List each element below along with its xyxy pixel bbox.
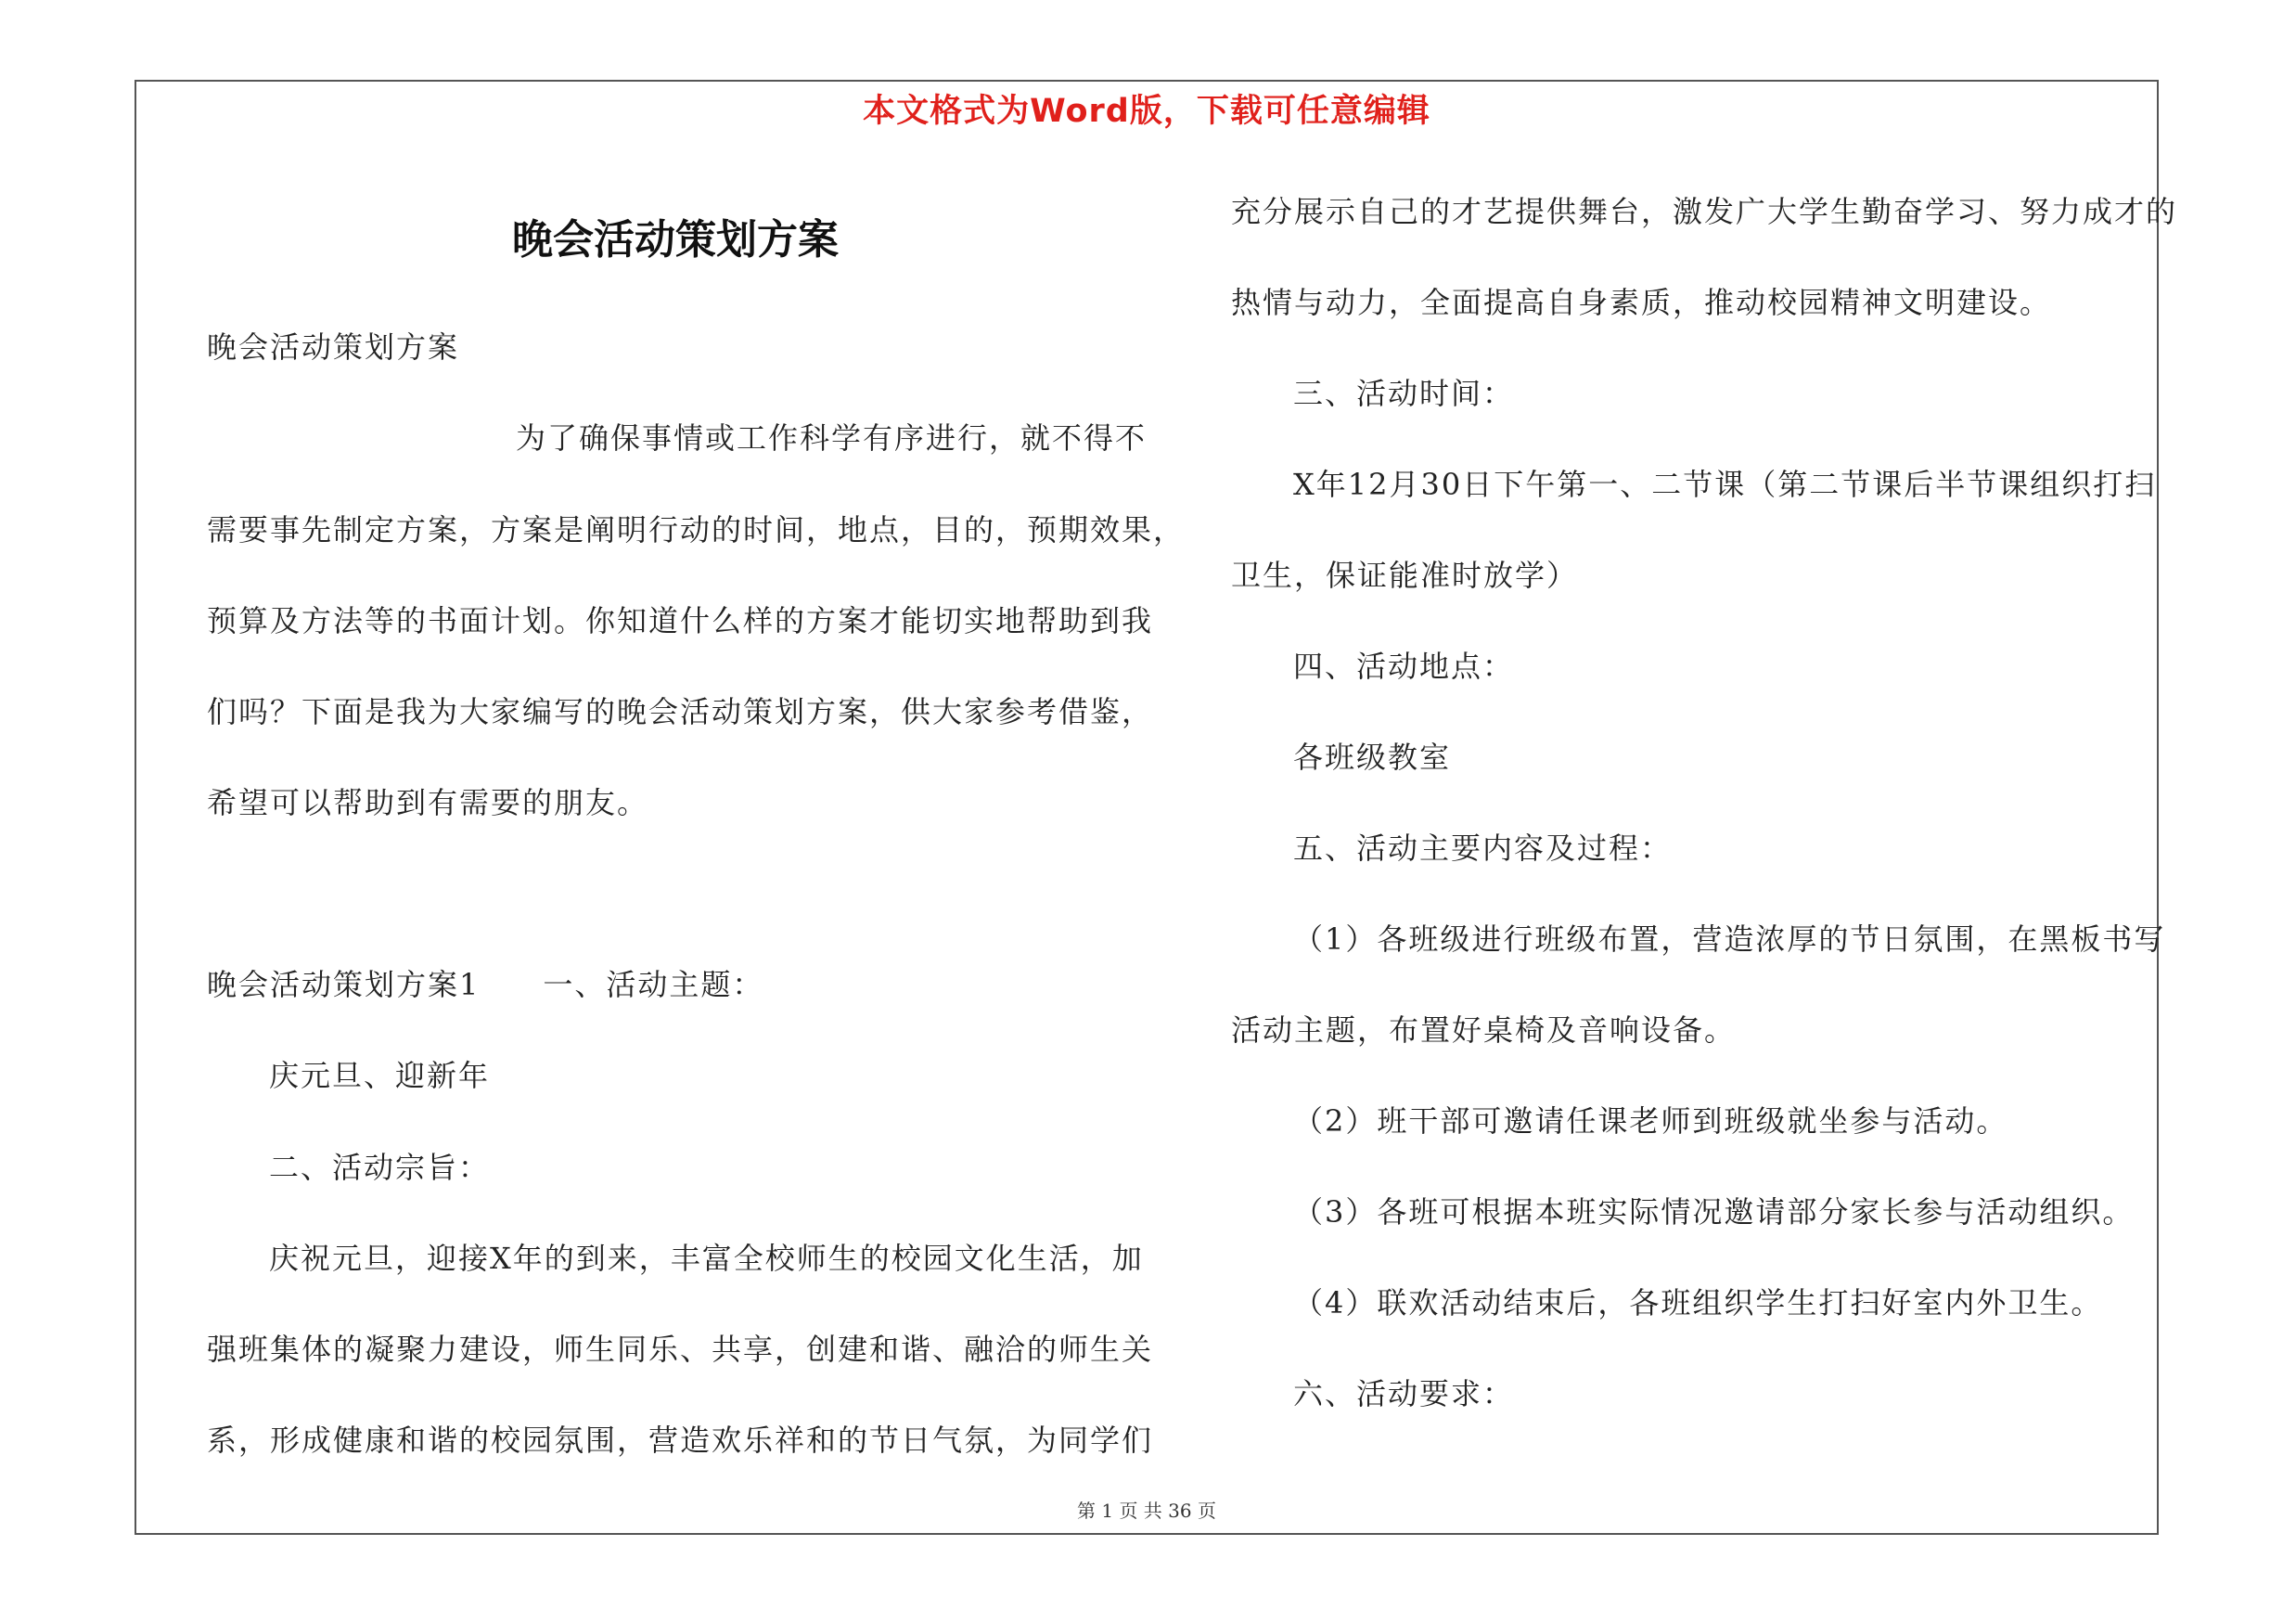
- page-number: 第 1 页 共 36 页: [1077, 1500, 1216, 1522]
- purpose-heading: 二、活动宗旨：: [269, 1150, 491, 1185]
- requirements-heading: 六、活动要求：: [1293, 1376, 1515, 1411]
- intro-line: 预算及方法等的书面计划。你知道什么样的方案才能切实地帮助到我: [207, 603, 1154, 638]
- time-line: 卫生，保证能准时放学）: [1231, 558, 1579, 593]
- purpose-cont-line: 热情与动力，全面提高自身素质，推动校园精神文明建设。: [1231, 285, 2052, 320]
- section1-heading: 晚会活动策划方案1 一、活动主题：: [207, 967, 764, 1002]
- intro-line: 为了确保事情或工作科学有序进行，就不得不: [516, 420, 1148, 456]
- intro-line: 们吗？下面是我为大家编写的晚会活动策划方案，供大家参考借鉴，: [207, 694, 1154, 729]
- content-item-4: （4）联欢活动结束后，各班组织学生打扫好室内外卫生。: [1293, 1285, 2103, 1320]
- content-item-1: （1）各班级进行班级布置，营造浓厚的节日氛围，在黑板书写: [1293, 921, 2166, 957]
- purpose-line: 强班集体的凝聚力建设，师生同乐、共享，创建和谐、融洽的师生关: [207, 1332, 1154, 1367]
- document-title: 晚会活动策划方案: [512, 216, 839, 264]
- purpose-cont-line: 充分展示自己的才艺提供舞台，激发广大学生勤奋学习、努力成才的: [1231, 194, 2178, 229]
- time-line: X年12月30日下午第一、二节课（第二节课后半节课组织打扫: [1293, 467, 2157, 502]
- format-banner: 本文格式为Word版，下载可任意编辑: [863, 93, 1430, 130]
- place-heading: 四、活动地点：: [1293, 649, 1515, 684]
- place-text: 各班级教室: [1293, 740, 1452, 775]
- time-heading: 三、活动时间：: [1293, 376, 1515, 411]
- content-item-3: （3）各班可根据本班实际情况邀请部分家长参与活动组织。: [1293, 1194, 2135, 1230]
- subtitle: 晚会活动策划方案: [207, 329, 460, 365]
- content-item-2: （2）班干部可邀请任课老师到班级就坐参与活动。: [1293, 1103, 2008, 1139]
- content-heading: 五、活动主要内容及过程：: [1293, 831, 1673, 866]
- purpose-line: 系，形成健康和谐的校园氛围，营造欢乐祥和的节日气氛，为同学们: [207, 1423, 1154, 1458]
- intro-line: 希望可以帮助到有需要的朋友。: [207, 785, 649, 820]
- intro-line: 需要事先制定方案，方案是阐明行动的时间，地点，目的，预期效果，: [207, 512, 1186, 547]
- content-item-1-cont: 活动主题，布置好桌椅及音响设备。: [1231, 1012, 1737, 1048]
- purpose-line: 庆祝元旦，迎接X年的到来，丰富全校师生的校园文化生活，加: [269, 1241, 1144, 1276]
- theme-text: 庆元旦、迎新年: [269, 1058, 491, 1093]
